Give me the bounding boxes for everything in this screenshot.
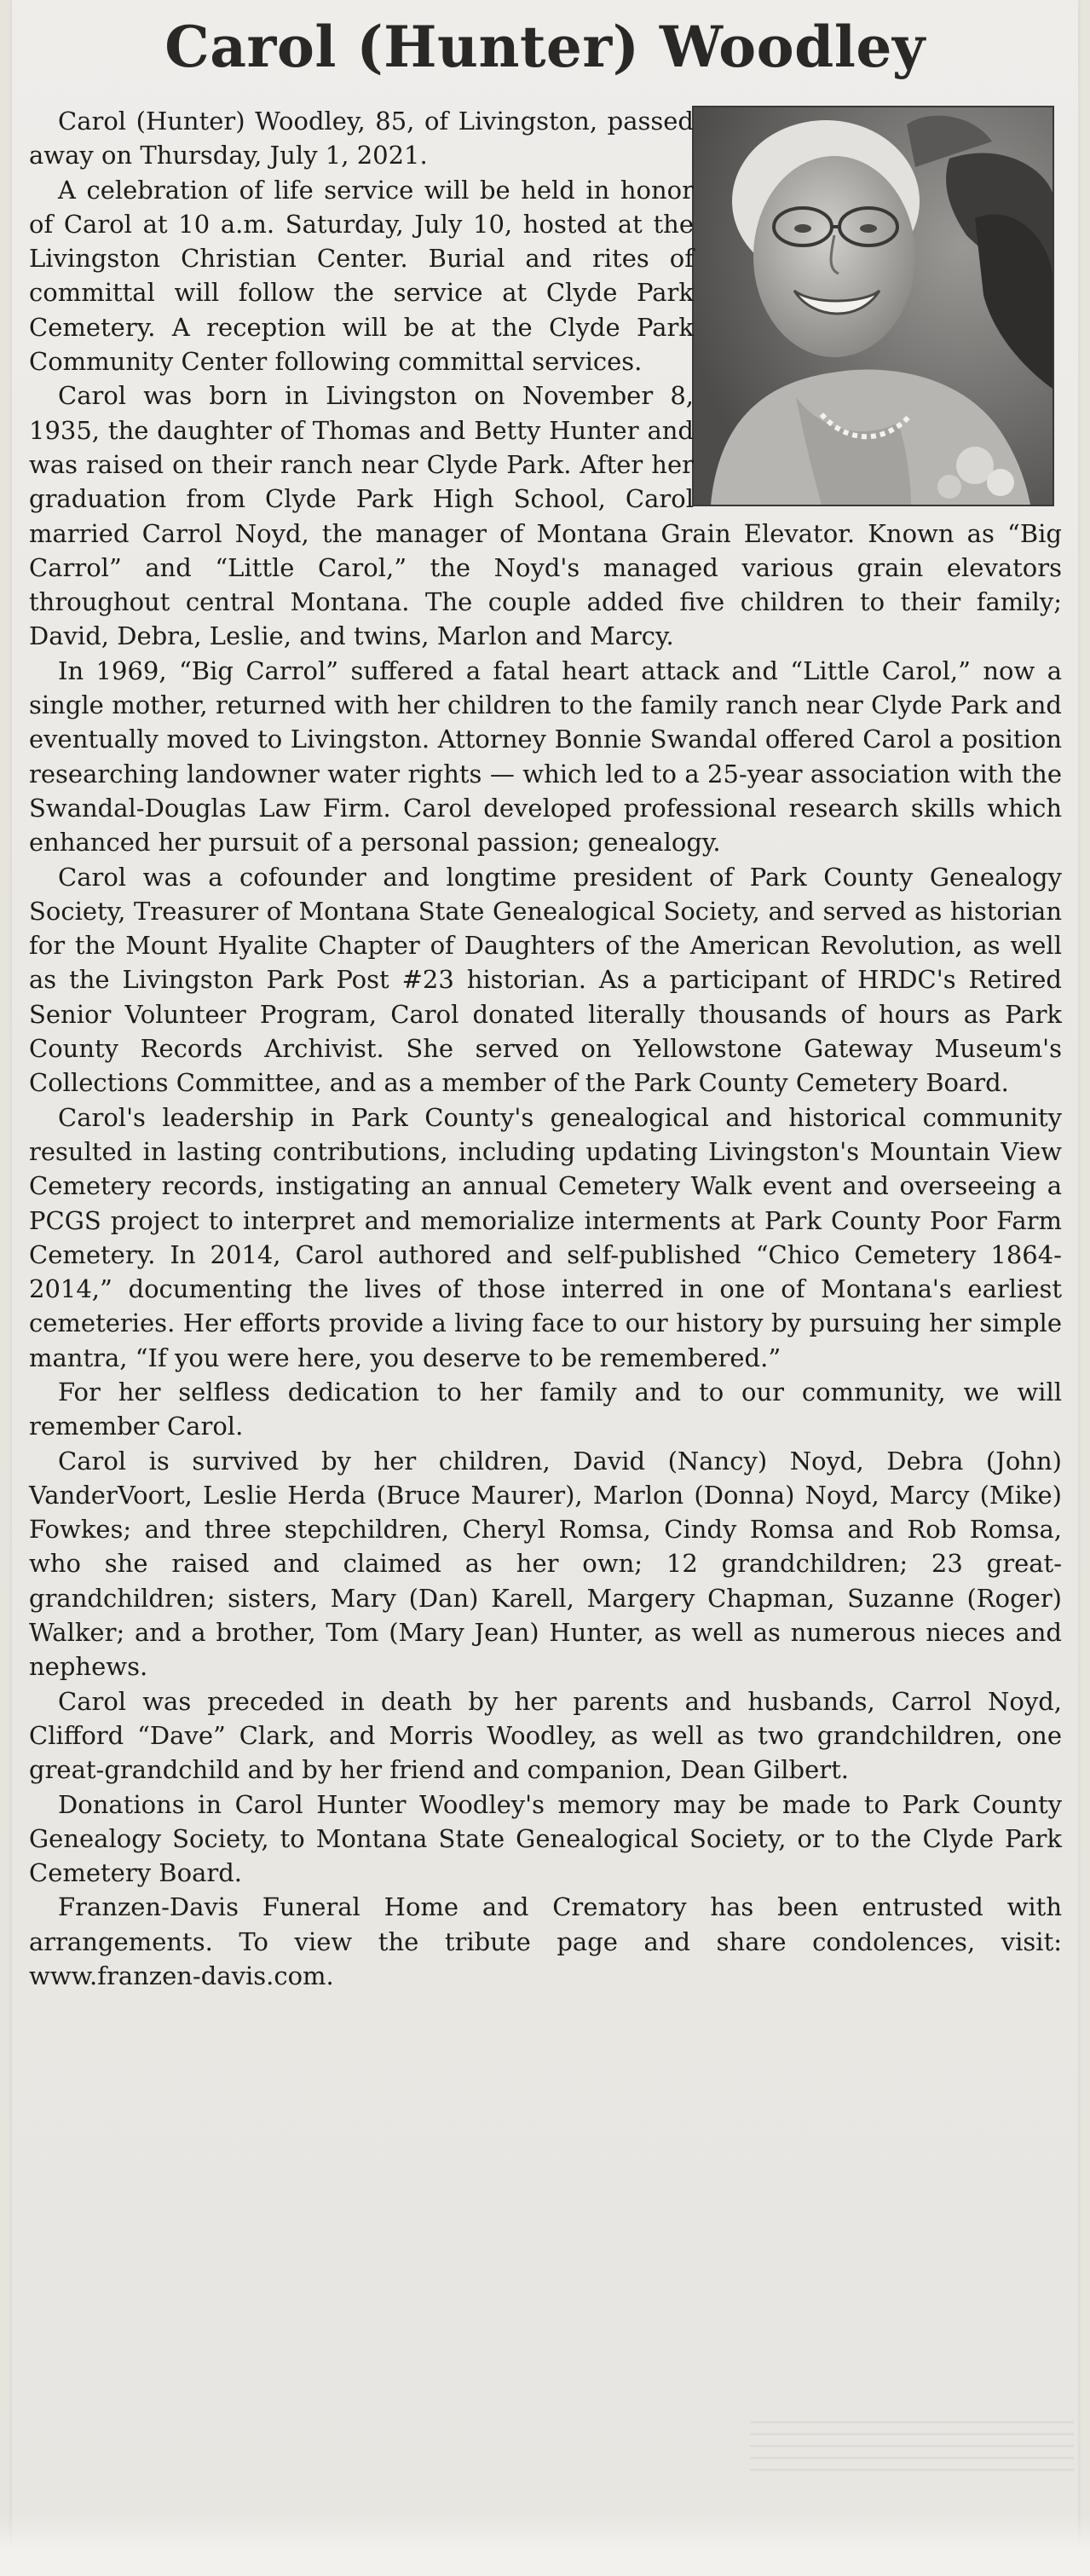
paragraph: A celebration of life service will be held in honor of Carol at 10 a.m. Saturday, July 10, hosted at the Livingston Christian Center. Burial and rites of committal will follow the service at Clyde Park Cemetery. A reception will be at the Clyde Park Community Center following committal services. [29, 175, 694, 377]
torn-paper-edge [0, 2515, 1090, 2576]
paragraph: In 1969, “Big Carrol” suffered a fatal heart attack and “Little Carol,” now a single mother, returned with her children to the family ranch near Clyde Park and eventually moved to Livingston. Attorney Bonnie Swandal offered Carol a position researching landowner water rights — which led to a 25-year association with the Swandal-Douglas Law Firm. Carol developed professional research skills which enhanced her pursuit of a personal passion; genealogy. [29, 656, 1062, 858]
paragraph: Carol (Hunter) Woodley, 85, of Livingston, passed away on Thursday, July 1, 2021. [29, 107, 694, 170]
paragraph: Carol is survived by her children, David (Nancy) Noyd, Debra (John) VanderVoort, Leslie Herda (Bruce Maurer), Marlon (Donna) Noyd, Marcy (Mike) Fowkes; and three stepchildren, Cheryl Romsa, Cindy Romsa and Rob Romsa, who she raised and claimed as her own; 12 grandchildren; 23 great-grandchildren; sisters, Mary (Dan) Karell, Margery Chapman, Suzanne (Roger) Walker; and a brother, Tom (Mary Jean) Hunter, as well as numerous nieces and nephews. [29, 1446, 1062, 1682]
paragraph: For her selfless dedication to her family and to our community, we will remember Carol. [29, 1377, 1062, 1441]
bleed-through-smudge [750, 2421, 1074, 2472]
obituary-title: Carol (Hunter) Woodley [164, 14, 926, 80]
obituary-body [29, 104, 1062, 1993]
photo-spacer [694, 104, 1062, 511]
paragraph: Donations in Carol Hunter Woodley's memory may be made to Park County Genealogy Society, to Montana State Genealogical Society, or to the Clyde Park Cemetery Board. [29, 1789, 1062, 1888]
paragraph: Franzen-Davis Funeral Home and Crematory has been entrusted with arrangements. To view the tribute page and share condolences, visit: www.franzen-davis.com. [29, 1892, 1062, 1991]
paragraph: Carol was preceded in death by her parents and husbands, Carrol Noyd, Clifford “Dave” Clark, and Morris Woodley, as well as two grandchildren, one great-grandchild and by her friend and companion, Dean Gilbert. [29, 1686, 1062, 1785]
paragraph: Carol was a cofounder and longtime president of Park County Genealogy Society, Treasurer of Montana State Genealogical Society, and served as historian for the Mount Hyalite Chapter of Daughters of the American Revolution, as well as the Livingston Park Post #23 historian. As a participant of HRDC's Retired Senior Volunteer Program, Carol donated literally thousands of hours as Park County Records Archivist. She served on Yellowstone Gateway Museum's Collections Committee, and as a member of the Park County Cemetery Board. [29, 862, 1062, 1098]
paragraph: Carol was born in Livingston on November 8, 1935, the daughter of Thomas and Betty Hunter and was raised on their ranch near Clyde Park. After her graduation from Clyde Park High School, Carol married Carrol Noyd, the manager of Montana Grain Elevator. Known as “Big Carrol” and “Little Carol,” the Noyd's managed various grain elevators throughout central Montana. The couple added five children to their family; David, Debra, Leslie, and twins, Marlon and Marcy. [29, 381, 1062, 651]
paragraph: Carol's leadership in Park County's genealogical and historical community resulted in lasting contributions, including updating Livingston's Mountain View Cemetery records, instigating an annual Cemetery Walk event and overseeing a PCGS project to interpret and memorialize interments at Park County Poor Farm Cemetery. In 2014, Carol authored and self-published “Chico Cemetery 1864-2014,” documenting the lives of those interred in one of Montana's earliest cemeteries. Her efforts provide a living face to our history by pursuing her simple mantra, “If you were here, you deserve to be remembered.” [29, 1102, 1062, 1372]
